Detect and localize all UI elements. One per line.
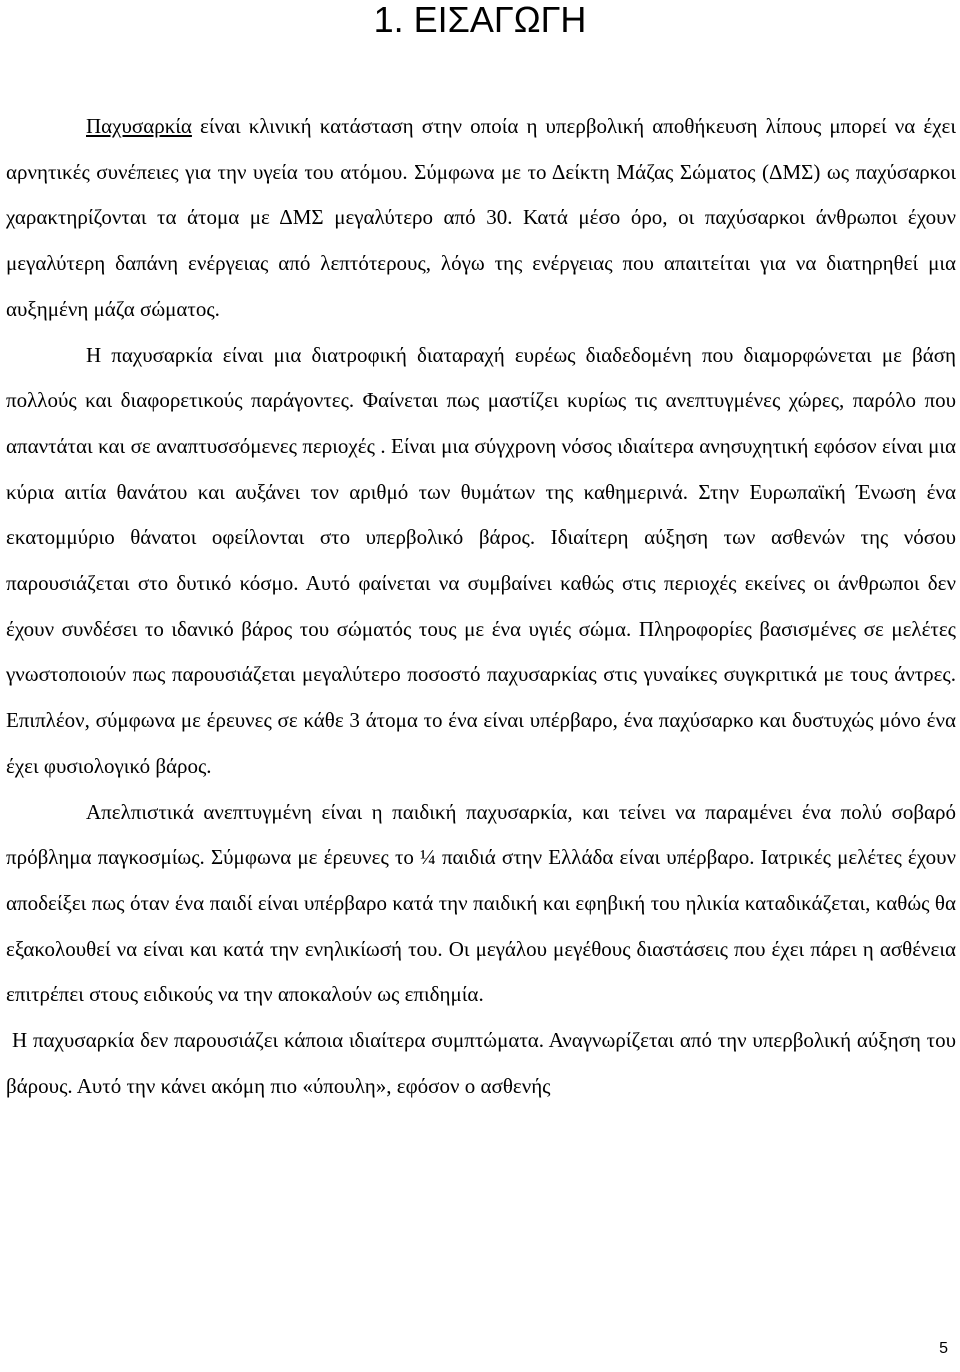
paragraph-obesity-prevalence: Η παχυσαρκία είναι μια διατροφική διαταραχή ευρέως διαδεδομένη που διαμορφώνεται με βάση πολλούς και διαφορετικούς παράγοντες. Φαίνεται πως μαστίζει κυρίως τις ανεπτυγμένες χώρες, παρόλο που απαντάται και σε αναπτυσσόμενες περιοχές . Είναι μια σύγχρονη νόσος ιδιαίτερα ανησυχητική εφόσον είναι μια κύρια αιτία θανάτου και αυξάνει τον αριθμό των θυμάτων της καθημερινά. Στην Ευρωπαϊκή Ένωση ένα εκατομμύριο θάνατοι οφείλονται στο υπερβολικό βάρος. Ιδιαίτερη αύξηση των ασθενών της νόσου παρουσιάζεται στο δυτικό κόσμο. Αυτό φαίνεται να συμβαίνει καθώς στις περιοχές εκείνες οι άνθρωποι δεν έχουν συνδέσει το ιδανικό βάρος του σώματός τους με ένα υγιές σώμα. Πληροφορίες βασισμένες σε μελέτες γνωστοποιούν πως παρουσιάζεται μεγαλύτερο ποσοστό παχυσαρκίας στις γυναίκες συγκριτικά με τους άντρες. Επιπλέον, σύμφωνα με έρευνες σε κάθε 3 άτομα το ένα είναι υπέρβαρο, ένα παχύσαρκο και δυστυχώς μόνο ένα έχει φυσιολογικό βάρος. (6, 342, 956, 778)
paragraph-symptoms: Η παχυσαρκία δεν παρουσιάζει κάποια ιδιαίτερα συμπτώματα. Αναγνωρίζεται από την υπερβολική αύξηση του βάρους. Αυτό την κάνει ακόμη πιο «ύπουλη», εφόσον ο ασθενής (6, 1028, 956, 1098)
page-number: 5 (939, 1340, 948, 1357)
paragraph-childhood-obesity: Απελπιστικά ανεπτυγμένη είναι η παιδική παχυσαρκία, και τείνει να παραμένει ένα πολύ σοβαρό πρόβλημα παγκοσμίως. Σύμφωνα με έρευνες το ¼ παιδιά στην Ελλάδα είναι υπέρβαρο. Ιατρικές μελέτες έχουν αποδείξει πως όταν ένα παιδί είναι υπέρβαρο κατά την παιδική και εφηβική του ηλικία καταδικάζεται, καθώς θα εξακολουθεί να είναι και κατά την ενηλικίωσή του. Οι μεγάλου μεγέθους διαστάσεις που έχει πάρει η ασθένεια επιτρέπει στους ειδικούς να την αποκαλούν ως επιδημία. (6, 799, 956, 1007)
paragraph-obesity-definition (6, 104, 956, 333)
body-text (6, 104, 956, 1109)
paragraph-1-text: είναι κλινική κατάσταση στην οποία η υπερβολική αποθήκευση λίπους μπορεί να έχει αρνητικές συνέπειες για την υγεία του ατόμου. Σύμφωνα με το Δείκτη Μάζας Σώματος (ΔΜΣ) ως παχύσαρκοι χαρακτηρίζονται τα άτομα με ΔΜΣ μεγαλύτερο από 30. Κατά μέσο όρο, οι παχύσαρκοι άνθρωποι έχουν μεγαλύτερη δαπάνη ενέργειας από λεπτότερους, λόγω της ενέργειας που απαιτείται για να διατηρηθεί μια αυξημένη μάζα σώματος. (6, 114, 956, 321)
term-obesity: Παχυσαρκία (86, 114, 192, 138)
section-heading: 1. ΕΙΣΑΓΩΓΗ (373, 0, 587, 40)
